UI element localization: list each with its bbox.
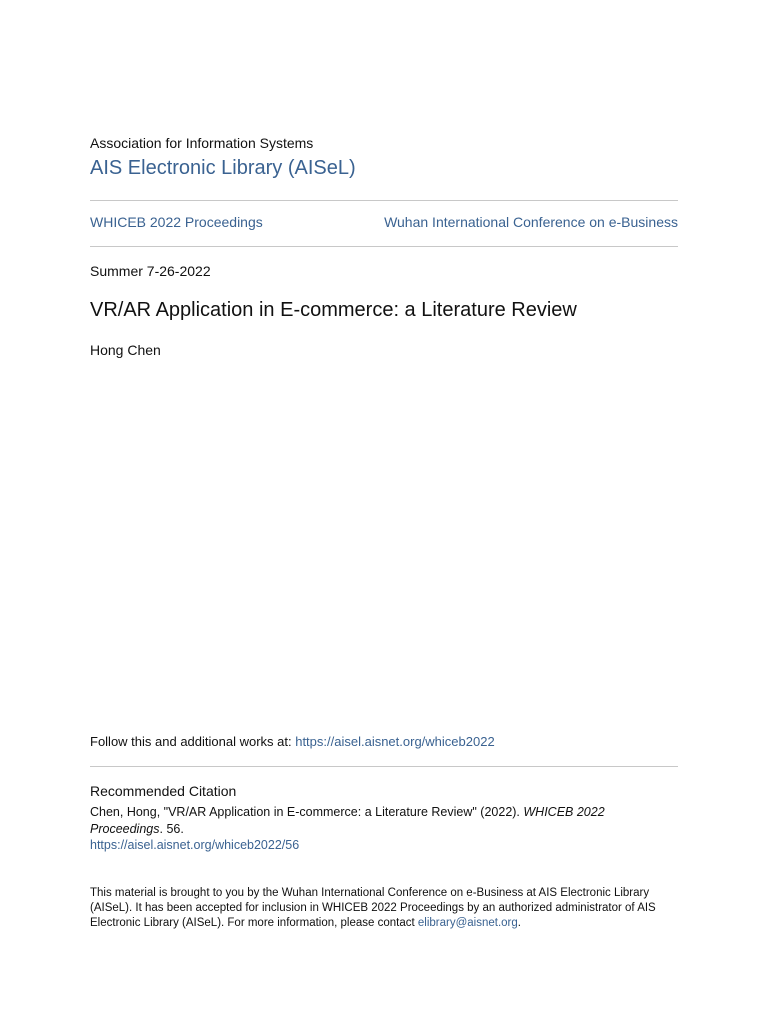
divider-citation	[90, 766, 678, 767]
divider-nav	[90, 246, 678, 247]
citation-text	[90, 804, 678, 838]
citation-journal: WHICEB 2022 Proceedings	[90, 805, 605, 836]
contact-email-link[interactable]: elibrary@aisnet.org	[417, 917, 518, 929]
organization-name: Association for Information Systems	[90, 135, 314, 151]
footer-notice	[90, 886, 678, 931]
recommended-citation-heading: Recommended Citation	[90, 783, 237, 799]
article-author: Hong Chen	[90, 342, 161, 358]
article-title: VR/AR Application in E-commerce: a Literature Review	[90, 299, 577, 321]
publication-date: Summer 7-26-2022	[90, 263, 211, 279]
conference-link[interactable]: Wuhan International Conference on e-Business	[384, 214, 678, 230]
follow-line	[90, 734, 495, 749]
citation-url-link[interactable]: https://aisel.aisnet.org/whiceb2022/56	[90, 838, 300, 852]
citation-suffix: . 56.	[159, 822, 184, 836]
follow-label: Follow this and additional works at:	[90, 734, 296, 749]
cover-page	[90, 0, 678, 1024]
footer-end: .	[517, 917, 521, 929]
divider-top	[90, 200, 678, 201]
proceedings-link[interactable]: WHICEB 2022 Proceedings	[90, 214, 263, 230]
citation-prefix: Chen, Hong, "VR/AR Application in E-commerce: a Literature Review" (2022).	[90, 805, 524, 819]
follow-url-link[interactable]: https://aisel.aisnet.org/whiceb2022	[295, 734, 495, 749]
footer-text: This material is brought to you by the Wuhan International Conference on e-Business at AIS Electronic Library (AISeL). It has been accepted for inclusion in WHICEB 2022 Proceedings by an authorized administrator of AIS Electronic Library (AISeL). For more information, please contact	[90, 887, 656, 929]
library-link[interactable]: AIS Electronic Library (AISeL)	[90, 157, 356, 179]
